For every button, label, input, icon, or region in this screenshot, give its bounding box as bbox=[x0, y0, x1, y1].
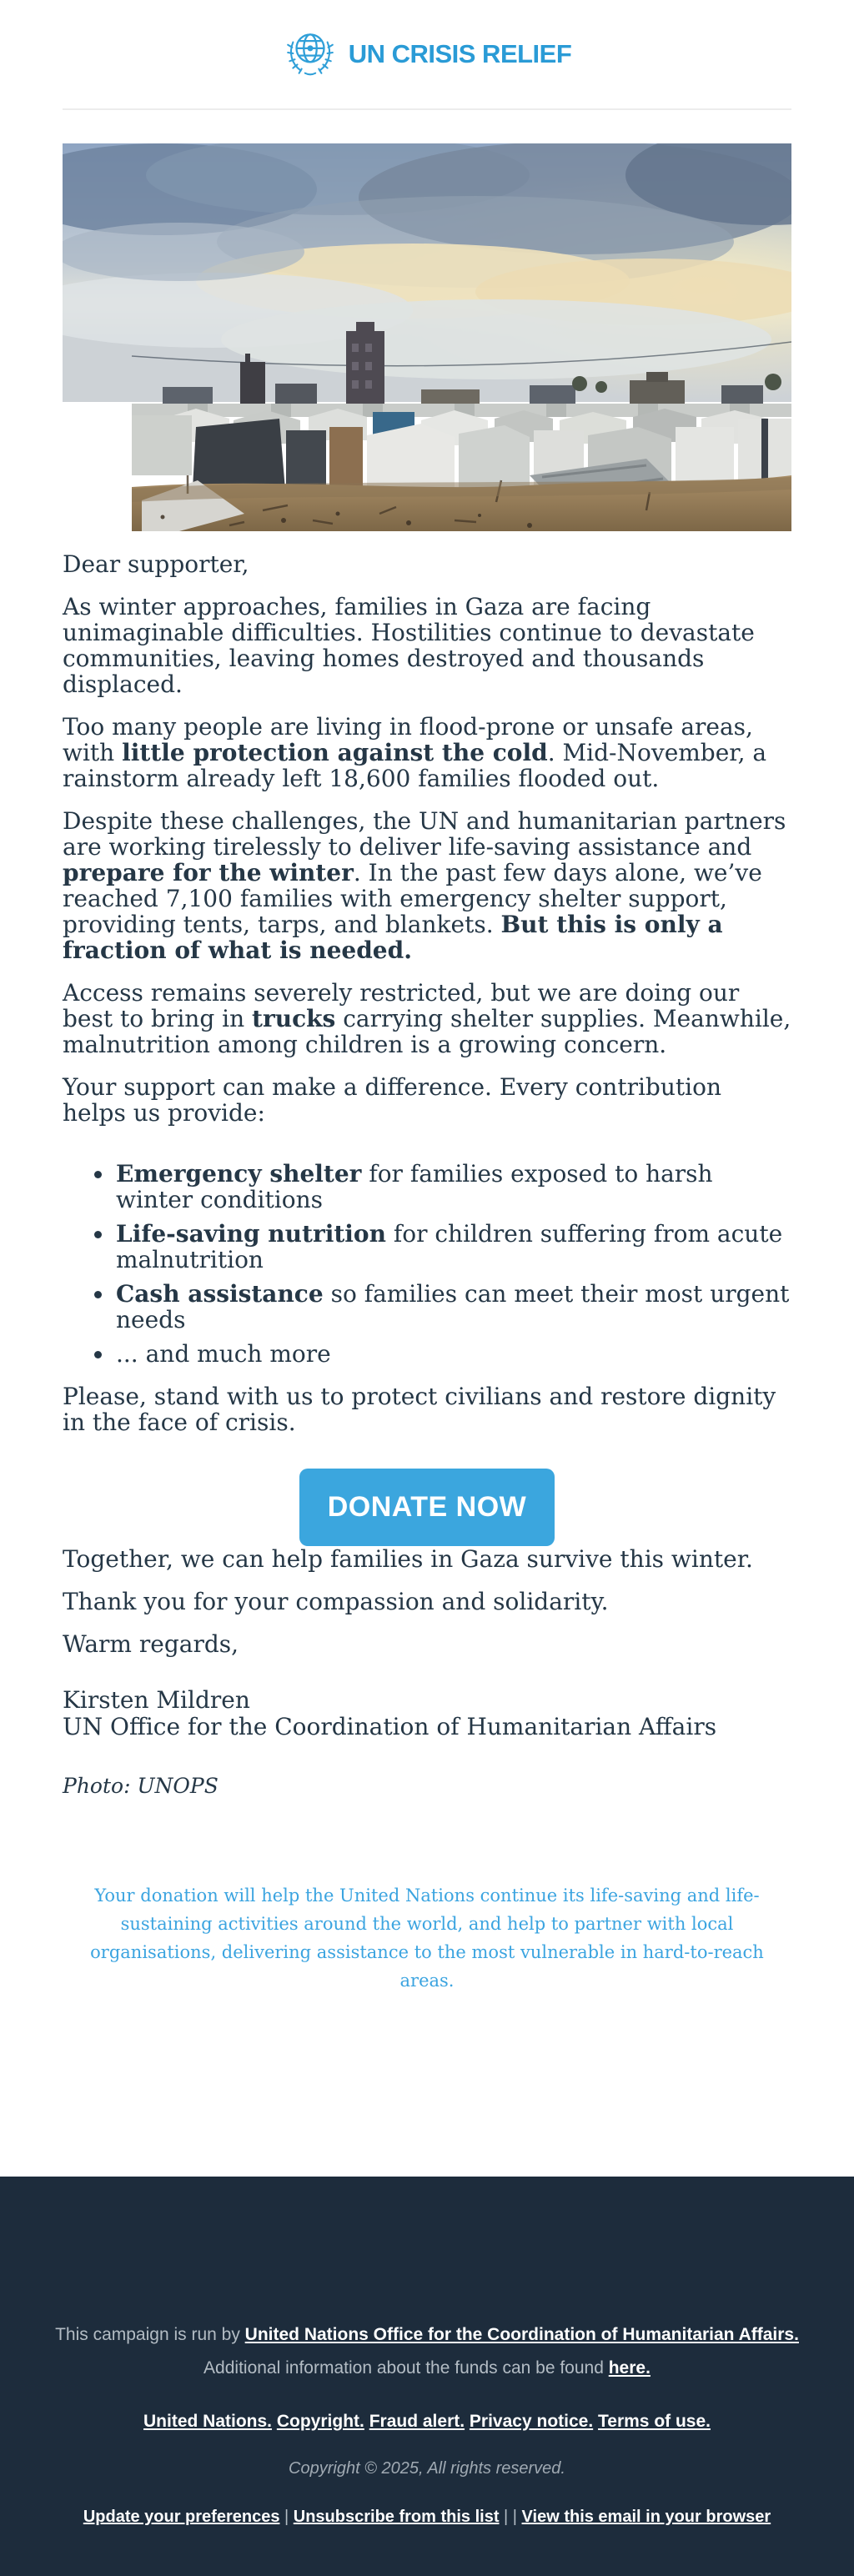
text-segment: ... and much more bbox=[116, 1340, 331, 1368]
footer-copyright: Copyright © 2025, All rights reserved. bbox=[289, 2459, 565, 2478]
legal-link[interactable]: Fraud alert. bbox=[369, 2412, 465, 2431]
photo-credit: Photo: UNOPS bbox=[63, 1774, 219, 1798]
text-segment: As winter approaches, families in Gaza are facing unimaginable difficulties. Hostilities continue to devastate communities, leaving homes destroyed and thousands displaced. bbox=[63, 593, 755, 698]
donate-button-row bbox=[63, 1469, 791, 1546]
closing-line: Together, we can help families in Gaza survive this winter. bbox=[63, 1545, 753, 1573]
text-segment: Your support can make a difference. Every contribution helps us provide: bbox=[63, 1073, 721, 1127]
benefit-item bbox=[114, 1161, 791, 1213]
closing-line: Thank you for your compassion and solidarity. bbox=[63, 1588, 609, 1615]
benefit-item bbox=[114, 1341, 791, 1367]
subscription-link[interactable]: View this email in your browser bbox=[521, 2508, 771, 2526]
legal-link[interactable]: Privacy notice. bbox=[469, 2412, 594, 2431]
donate-now-button[interactable]: DONATE NOW bbox=[299, 1469, 555, 1546]
footer-subscription-links bbox=[0, 2505, 854, 2528]
un-emblem-icon bbox=[283, 25, 338, 83]
subscription-link[interactable]: Unsubscribe from this list bbox=[293, 2508, 500, 2526]
text-segment: . In the past few days alone, we’ve reached 7,100 families with emergency shelter support, providing tents, tarps, and blankets. bbox=[63, 859, 762, 938]
legal-link[interactable]: United Nations. bbox=[143, 2412, 273, 2431]
subscription-link[interactable]: Update your preferences bbox=[83, 2508, 280, 2526]
text-segment: | | bbox=[499, 2508, 522, 2526]
signature-name: Kirsten Mildren bbox=[63, 1686, 250, 1714]
footer-campaign-line bbox=[0, 2322, 854, 2348]
funds-info-link[interactable]: here. bbox=[608, 2358, 651, 2378]
footer-funds-line bbox=[0, 2356, 854, 2381]
text-segment: But this is only a fraction of what is needed. bbox=[63, 911, 723, 964]
text-segment: prepare for the winter bbox=[63, 859, 354, 886]
text-segment: carrying shelter supplies. Meanwhile, malnutrition among children is a growing concern. bbox=[63, 1005, 791, 1058]
text-segment: Emergency shelter bbox=[116, 1160, 362, 1188]
text-segment: for children suffering from acute malnutrition bbox=[116, 1220, 783, 1273]
text-segment: This campaign is run by bbox=[55, 2325, 245, 2344]
paragraph bbox=[63, 1383, 791, 1435]
legal-link[interactable]: Copyright. bbox=[276, 2412, 364, 2431]
benefit-item bbox=[114, 1281, 791, 1333]
donation-disclaimer: Your donation will help the United Nations continue its life-saving and life-sustaining activities around the world, and help to partner with local organisations, delivering assistance to the most vulnerable in hard-to-reach areas. bbox=[90, 1886, 764, 1991]
text-segment: Additional information about the funds can be found bbox=[203, 2358, 609, 2378]
signature-block bbox=[63, 1687, 791, 1740]
text-segment: . Mid-November, a rainstorm already left 18,600 families flooded out. bbox=[63, 739, 767, 792]
paragraph bbox=[63, 1074, 791, 1126]
footer-legal-links bbox=[0, 2409, 854, 2434]
text-segment: Despite these challenges, the UN and humanitarian partners are working tirelessly to deliver life-saving assistance and bbox=[63, 807, 786, 861]
text-segment: | bbox=[279, 2508, 294, 2526]
email-body bbox=[63, 110, 791, 1995]
paragraph bbox=[63, 980, 791, 1057]
text-segment: Cash assistance bbox=[116, 1280, 324, 1308]
ocha-link[interactable]: United Nations Office for the Coordination of Humanitarian Affairs. bbox=[244, 2325, 799, 2344]
text-segment: for families exposed to harsh winter conditions bbox=[116, 1160, 713, 1213]
text-segment: Life-saving nutrition bbox=[116, 1220, 386, 1248]
email-header bbox=[0, 0, 854, 110]
hero-photo bbox=[63, 143, 791, 531]
signature-org: UN Office for the Coordination of Humanitarian Affairs bbox=[63, 1713, 717, 1740]
paragraph bbox=[63, 808, 791, 963]
brand-logo bbox=[0, 25, 854, 83]
legal-link[interactable]: Terms of use. bbox=[598, 2412, 711, 2431]
greeting: Dear supporter, bbox=[63, 550, 249, 578]
closing-line: Warm regards, bbox=[63, 1630, 239, 1658]
email-footer bbox=[0, 2177, 854, 2576]
text-segment: trucks bbox=[252, 1005, 336, 1032]
text-segment: Too many people are living in flood-prone or unsafe areas, with bbox=[63, 713, 753, 766]
paragraph bbox=[63, 594, 791, 697]
benefit-item bbox=[114, 1221, 791, 1273]
text-segment: Please, stand with us to protect civilians and restore dignity in the face of crisis. bbox=[63, 1383, 776, 1436]
text-segment: Access remains severely restricted, but we are doing our best to bring in bbox=[63, 979, 740, 1032]
brand-wordmark: UN CRISIS RELIEF bbox=[348, 39, 572, 68]
text-segment: little protection against the cold bbox=[122, 739, 548, 766]
benefits-list bbox=[63, 1161, 791, 1367]
paragraph bbox=[63, 714, 791, 791]
text-segment: so families can meet their most urgent needs bbox=[116, 1280, 790, 1333]
